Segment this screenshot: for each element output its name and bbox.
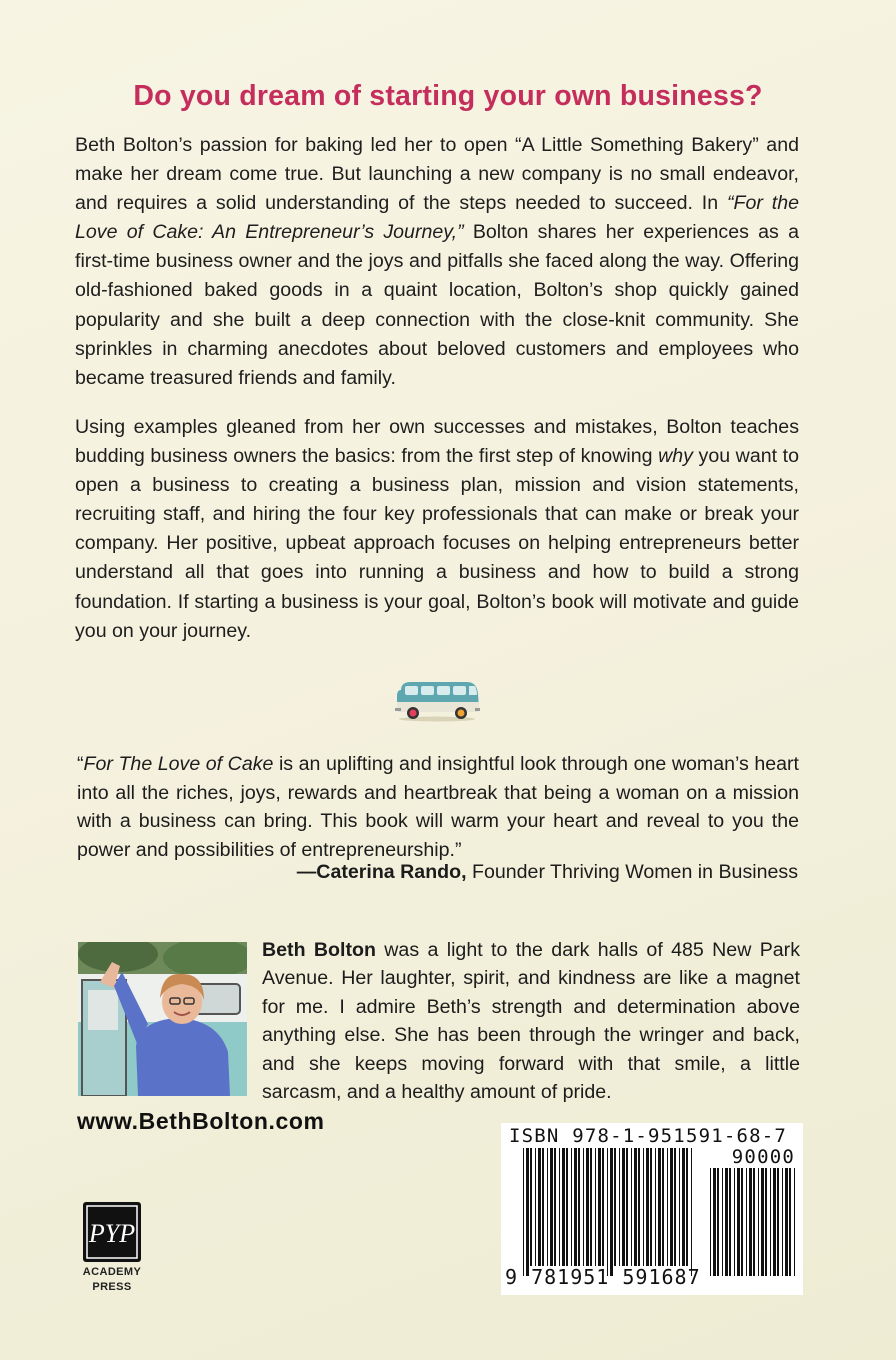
price-code: 90000 xyxy=(731,1146,795,1168)
barcode-bar xyxy=(713,1168,716,1276)
barcode-bar xyxy=(643,1148,644,1266)
barcode-bar xyxy=(619,1148,620,1266)
p1-text-b: Bolton shares her experiences as a first-time business owner and the joys and pitfalls she faced along the way. Offering old-fashioned baked goods in a quaint location, Bolton’s shop quickly gained popularity and she built a deep connection with the close-knit community. She sprinkles in charming anecdotes about beloved customers and employees who became treasured friends and family. xyxy=(75,221,799,389)
barcode-bar xyxy=(586,1148,589,1266)
barcode-bar xyxy=(729,1168,731,1276)
barcode-bar xyxy=(535,1148,536,1266)
barcode-bar xyxy=(770,1168,771,1276)
barcode-bar xyxy=(794,1168,795,1276)
barcode-bar xyxy=(559,1148,560,1266)
barcode-bar xyxy=(626,1148,628,1266)
barcode-bar xyxy=(782,1168,783,1276)
barcode-bar xyxy=(542,1148,544,1266)
barcode-bar xyxy=(686,1148,688,1266)
barcode-main-bars xyxy=(523,1148,695,1276)
barcode-bar xyxy=(785,1168,788,1276)
barcode-bar xyxy=(734,1168,735,1276)
barcode-bar xyxy=(523,1148,524,1276)
barcode-bar xyxy=(761,1168,764,1276)
description-paragraph-2 xyxy=(75,413,799,646)
author-website[interactable]: www.BethBolton.com xyxy=(77,1108,325,1134)
barcode-digits: 9 781951 591687 xyxy=(505,1265,701,1289)
pyp-monogram-icon xyxy=(83,1202,141,1262)
barcode-bar xyxy=(789,1168,791,1276)
barcode-bar xyxy=(753,1168,755,1276)
barcode-bar xyxy=(691,1148,692,1276)
barcode-bar xyxy=(571,1148,572,1266)
publisher-logo xyxy=(77,1200,147,1298)
barcode-bar xyxy=(614,1148,616,1266)
author-bio xyxy=(262,936,800,1106)
barcode-bar xyxy=(737,1168,740,1276)
p1-book-title: “For the Love of Cake: An Entrepreneur’s Journey,” xyxy=(75,192,799,244)
barcode-bar xyxy=(749,1168,752,1276)
barcode-bar xyxy=(758,1168,759,1276)
barcode-bar xyxy=(725,1168,728,1276)
p2-text-a: Using examples gleaned from her own successes and mistakes, Bolton teaches budding business owners the basics: from the first step of knowing xyxy=(75,416,799,468)
barcode-bar xyxy=(722,1168,723,1276)
barcode-bar xyxy=(607,1148,608,1276)
barcode-bar xyxy=(682,1148,685,1266)
barcode-bar xyxy=(765,1168,767,1276)
barcode-bar xyxy=(562,1148,565,1266)
barcode-bar xyxy=(670,1148,673,1266)
barcode-bar xyxy=(538,1148,541,1266)
bio-text: was a light to the dark halls of 485 New Park Avenue. Her laughter, spirit, and kindness are like a magnet for me. I admire Beth’s strength and determination above anything else. She has been through the wringer and back, and she keeps moving forward with that smile, a little sarcasm, and a healthy amount of pride. xyxy=(262,939,800,1104)
barcode-bar xyxy=(547,1148,548,1266)
barcode-bar xyxy=(622,1148,625,1266)
barcode-bar xyxy=(590,1148,592,1266)
barcode-bar xyxy=(631,1148,632,1266)
testimonial-quote xyxy=(77,750,799,864)
quote-open-mark: “ xyxy=(77,753,84,775)
barcode-bar xyxy=(530,1148,532,1266)
publisher-name-line2: PRESS xyxy=(92,1281,132,1293)
p2-emphasis: why xyxy=(658,445,693,468)
barcode-bar xyxy=(566,1148,568,1266)
barcode-bar xyxy=(741,1168,743,1276)
p2-text-b: you want to open a business to creating a business plan, mission and vision statements, recruiting staff, and hiring the four key professionals that can make or break your company. Her positive, upbeat approach focuses on helping entrepreneurs better understand all that goes into running a business and how to build a strong foundation. If starting a business is your goal, Bolton’s book will motivate and guide you on your journey. xyxy=(75,445,799,642)
barcode-bar xyxy=(578,1148,580,1266)
attribution-role: Founder Thriving Women in Business xyxy=(466,861,798,883)
barcode-bar xyxy=(710,1168,711,1276)
barcode-bar xyxy=(658,1148,661,1266)
pyp-logo-mark xyxy=(83,1202,141,1262)
attribution-author: —Caterina Rando, xyxy=(296,861,467,883)
isbn-barcode xyxy=(501,1123,803,1295)
barcode-bar xyxy=(554,1148,556,1266)
quote-book-title: For The Love of Cake xyxy=(83,753,274,775)
barcode-bar xyxy=(746,1168,747,1276)
barcode-bar xyxy=(773,1168,776,1276)
barcode-bar xyxy=(679,1148,680,1266)
barcode-bar xyxy=(638,1148,640,1266)
barcode-bar xyxy=(655,1148,656,1266)
barcode-bar xyxy=(646,1148,649,1266)
description-paragraph-1 xyxy=(75,131,799,393)
barcode-bar xyxy=(595,1148,596,1266)
quote-text: is an uplifting and insightful look through one woman’s heart into all the riches, joys, rewards and heartbreak that being a woman on a mission with a business can bring. This book will warm your heart and reveal to you the power and possibilities of entrepreneurship.” xyxy=(77,753,799,861)
barcode-bar xyxy=(674,1148,676,1266)
barcode-bar xyxy=(574,1148,577,1266)
barcode-bar xyxy=(662,1148,664,1266)
barcode-bar xyxy=(610,1148,613,1276)
testimonial-attribution xyxy=(297,861,798,884)
barcode-bar xyxy=(598,1148,601,1266)
bio-author-name: Beth Bolton xyxy=(262,939,376,961)
p1-text-a: Beth Bolton’s passion for baking led her to open “A Little Something Bakery” and make her dream come true. But launching a new company is no small endeavor, and requires a solid understanding of the steps needed to succeed. In xyxy=(75,134,799,215)
barcode-bar xyxy=(717,1168,719,1276)
barcode-bar xyxy=(526,1148,529,1276)
svg-text:PYP: PYP xyxy=(88,1219,136,1248)
isbn-label: ISBN 978-1-951591-68-7 xyxy=(509,1125,788,1147)
author-photo xyxy=(78,942,247,1096)
barcode-bar xyxy=(634,1148,637,1266)
barcode-bar xyxy=(602,1148,604,1266)
barcode-addon-bars xyxy=(710,1168,796,1276)
page-title: Do you dream of starting your own business? xyxy=(133,80,763,112)
publisher-name-line1: ACADEMY xyxy=(82,1266,142,1278)
barcode-bar xyxy=(583,1148,584,1266)
barcode-bar xyxy=(667,1148,668,1266)
barcode-bar xyxy=(550,1148,553,1266)
barcode-bar xyxy=(777,1168,779,1276)
barcode-bar xyxy=(650,1148,652,1266)
vintage-van-icon xyxy=(393,678,481,722)
